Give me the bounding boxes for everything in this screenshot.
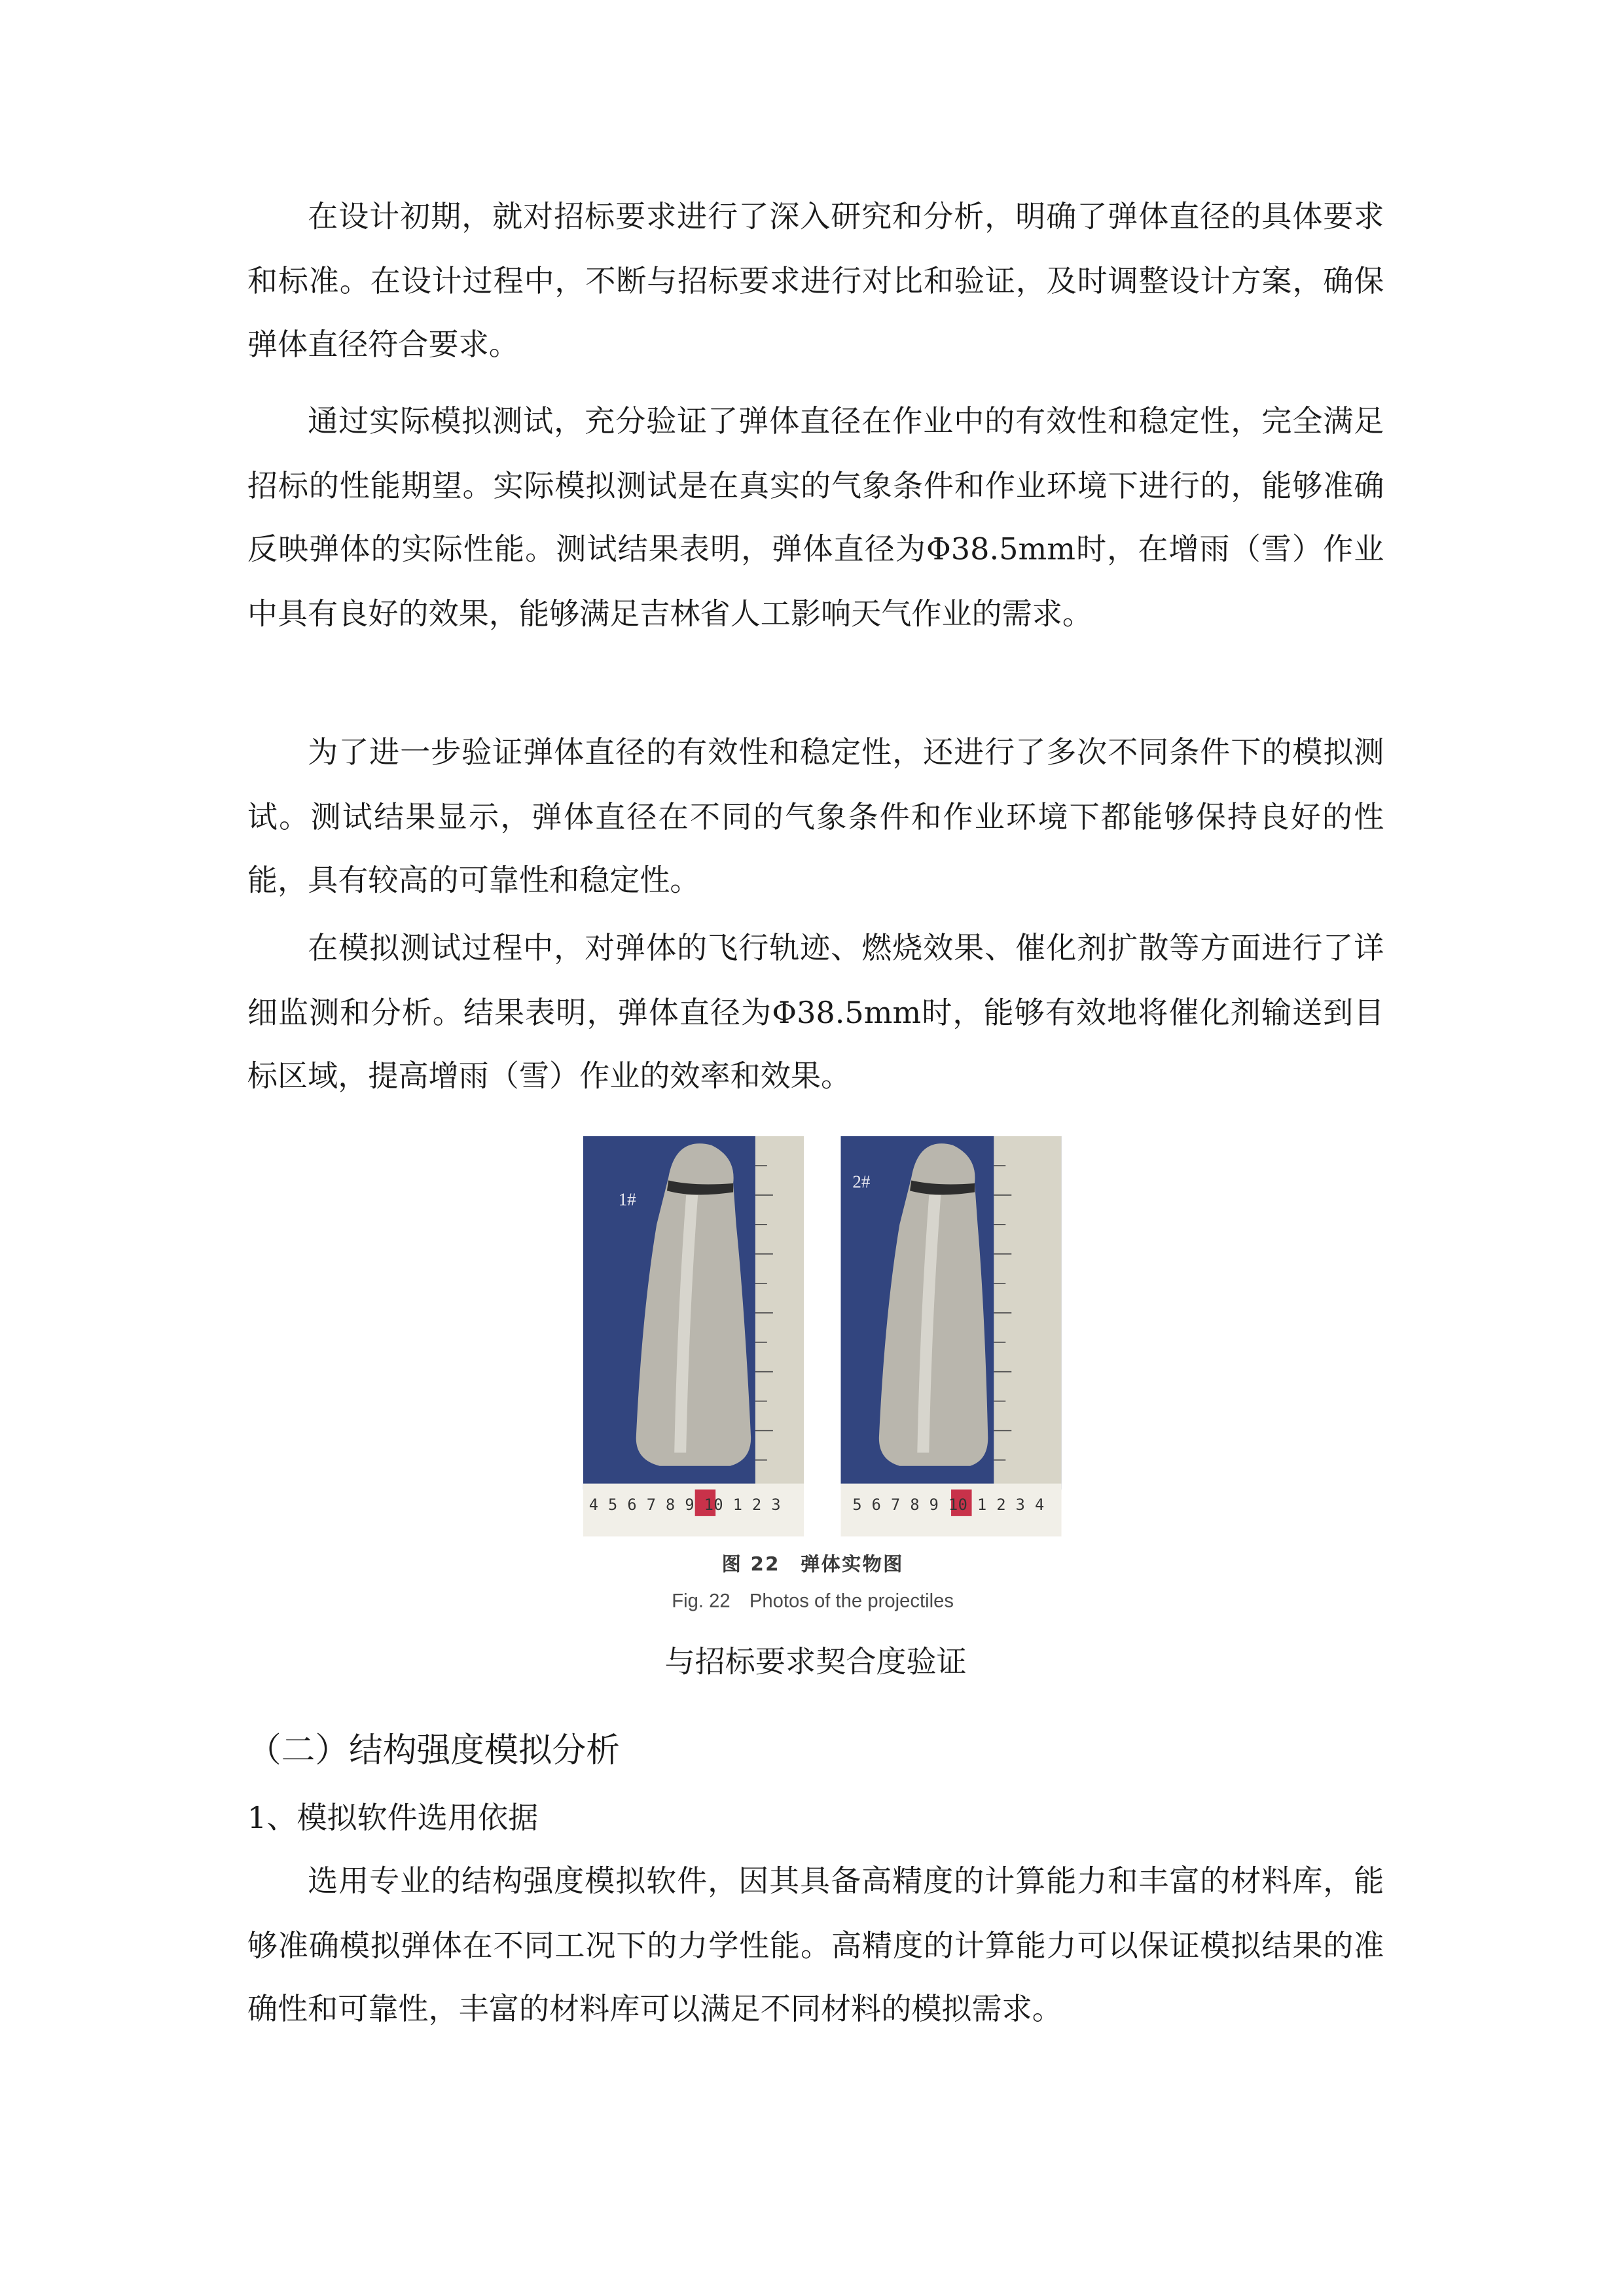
ruler-digits-2: 5 6 7 8 9 10 1 2 3 4 (852, 1496, 1045, 1515)
sub-heading: 1、模拟软件选用依据 (247, 1800, 539, 1836)
projectile-2-image (840, 1136, 1061, 1537)
photo-label-2: 2# (852, 1172, 871, 1192)
photo-label-1: 1# (618, 1189, 636, 1210)
paragraph-simulation-test: 通过实际模拟测试，充分验证了弹体直径在作业中的有效性和稳定性，完全满足招标的性能期望。实际模拟测试是在真实的气象条件和作业环境下进行的，能够准确反映弹体的实际性能。测试结果表明，弹体直径为Φ38.5mm时，在增雨（雪）作业中具有良好的效果，能够满足吉林省人工影响天气作业的需求。 (247, 403, 1384, 631)
figure-caption-english: Fig. 22 Photos of the projectiles (672, 1589, 954, 1612)
projectile-1-image (583, 1136, 804, 1537)
section-heading: （二）结构强度模拟分析 (247, 1732, 620, 1771)
paragraph-monitoring-analysis: 在模拟测试过程中，对弹体的飞行轨迹、燃烧效果、催化剂扩散等方面进行了详细监测和分析。结果表明，弹体直径为Φ38.5mm时，能够有效地将催化剂输送到目标区域，提高增雨（雪）作业的效率和效果。 (247, 930, 1384, 1094)
figure-caption-chinese: 图 22 弹体实物图 (721, 1554, 904, 1577)
paragraph-design-initial: 在设计初期，就对招标要求进行了深入研究和分析，明确了弹体直径的具体要求和标准。在设计过程中，不断与招标要求进行对比和验证，及时调整设计方案，确保弹体直径符合要求。 (247, 198, 1384, 363)
projectile-photo-figure (554, 1136, 1072, 1625)
projectile-photo-2 (840, 1136, 1061, 1537)
ruler-digits-1: 4 5 6 7 8 9 10 1 2 3 (588, 1496, 782, 1515)
figure-caption: 与招标要求契合度验证 (664, 1643, 967, 1679)
paragraph-software-selection: 选用专业的结构强度模拟软件，因其具备高精度的计算能力和丰富的材料库，能够准确模拟弹体在不同工况下的力学性能。高精度的计算能力可以保证模拟结果的准确性和可靠性，丰富的材料库可以满足不同材料的模拟需求。 (247, 1863, 1384, 2027)
projectile-photo-1 (583, 1136, 804, 1537)
paragraph-multi-condition-test: 为了进一步验证弹体直径的有效性和稳定性，还进行了多次不同条件下的模拟测试。测试结果显示，弹体直径在不同的气象条件和作业环境下都能够保持良好的性能，具有较高的可靠性和稳定性。 (247, 734, 1384, 898)
